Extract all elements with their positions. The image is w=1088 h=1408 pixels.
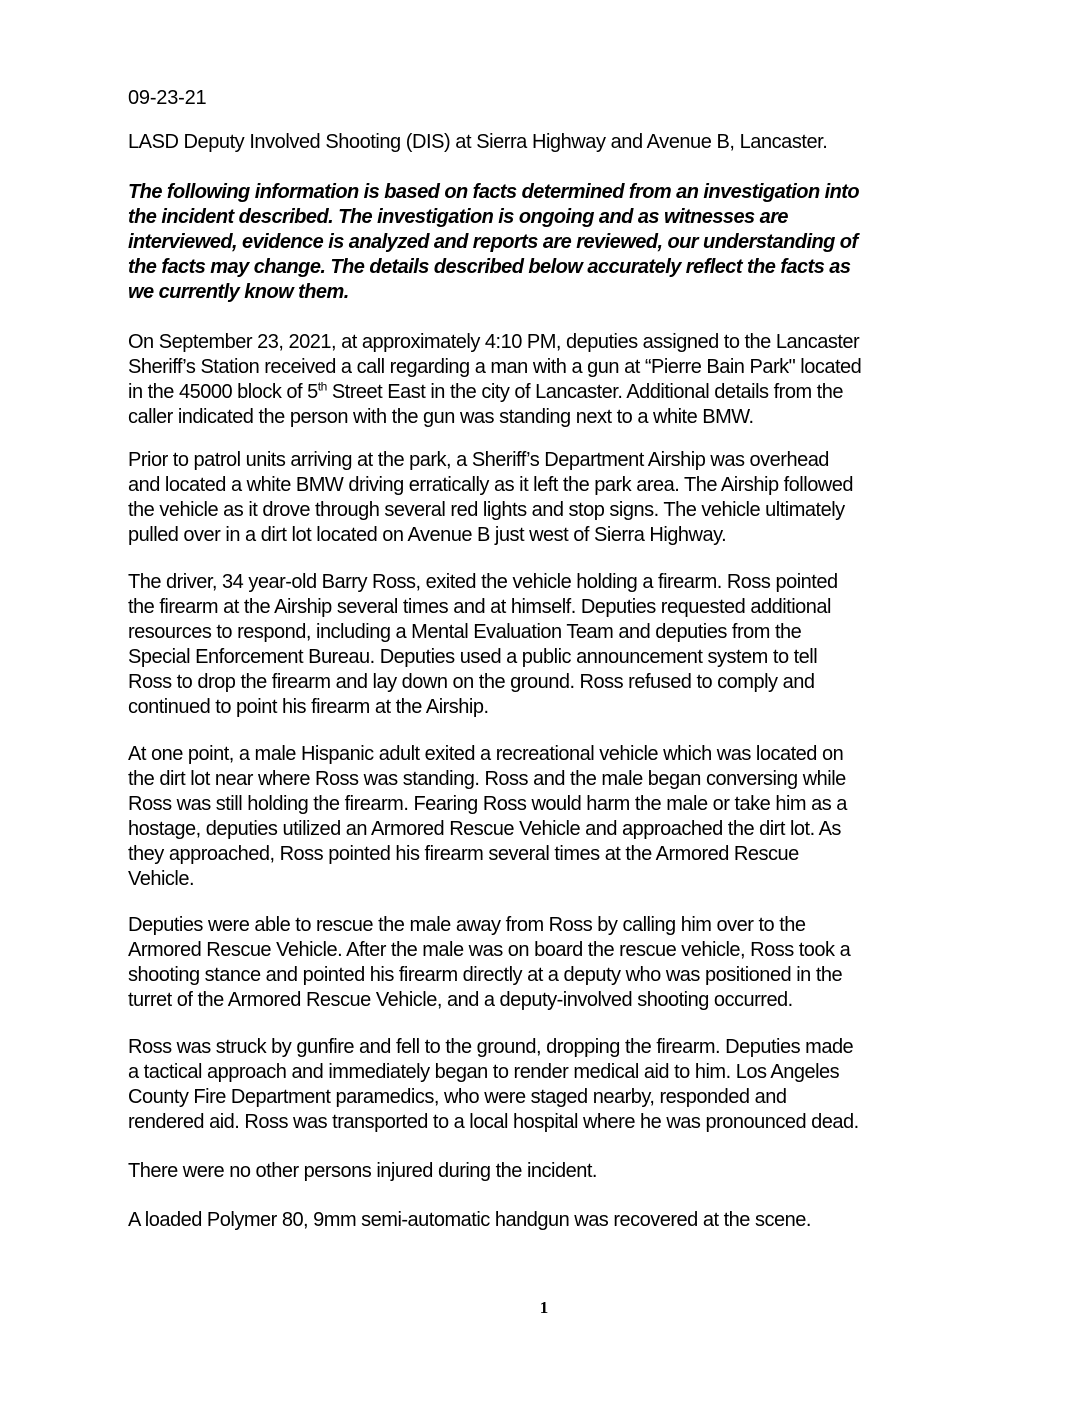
paragraph-rescue-and-shooting	[128, 913, 958, 1013]
disclaimer-line: we currently know them.	[128, 281, 349, 303]
paragraph-line: continued to point his firearm at the Airship.	[128, 696, 489, 718]
paragraph-line: Special Enforcement Bureau. Deputies used a public announcement system to tell	[128, 646, 818, 668]
document-title: LASD Deputy Involved Shooting (DIS) at Sierra Highway and Avenue B, Lancaster.	[128, 131, 828, 153]
paragraph-line: A loaded Polymer 80, 9mm semi-automatic handgun was recovered at the scene.	[128, 1209, 811, 1231]
paragraph-line: Armored Rescue Vehicle. After the male was on board the rescue vehicle, Ross took a	[128, 939, 851, 961]
line-text: Street East in the city of Lancaster. Additional details from the	[326, 381, 843, 403]
paragraph-line: At one point, a male Hispanic adult exited a recreational vehicle which was located on	[128, 743, 844, 765]
paragraph-line: hostage, deputies utilized an Armored Rescue Vehicle and approached the dirt lot. As	[128, 818, 841, 840]
paragraph-line: Ross was struck by gunfire and fell to the ground, dropping the firearm. Deputies made	[128, 1036, 854, 1058]
disclaimer-line: the incident described. The investigation is ongoing and as witnesses are	[128, 206, 789, 228]
paragraph-line: There were no other persons injured during the incident.	[128, 1160, 597, 1182]
disclaimer-line: the facts may change. The details described below accurately reflect the facts as	[128, 256, 851, 278]
paragraph-airship-pursuit	[128, 448, 958, 548]
disclaimer-notice	[128, 180, 958, 305]
paragraph-line: they approached, Ross pointed his firearm several times at the Armored Rescue	[128, 843, 799, 865]
paragraph-driver-exits	[128, 570, 958, 720]
paragraph-line: rendered aid. Ross was transported to a local hospital where he was pronounced dead.	[128, 1111, 859, 1133]
paragraph-line: turret of the Armored Rescue Vehicle, and a deputy-involved shooting occurred.	[128, 989, 793, 1011]
paragraph-line: On September 23, 2021, at approximately 4:10 PM, deputies assigned to the Lancaster	[128, 331, 860, 353]
paragraph-line: a tactical approach and immediately began to render medical aid to him. Los Angeles	[128, 1061, 840, 1083]
paragraph-medical-aid	[128, 1035, 958, 1135]
paragraph-line: Sheriff’s Station received a call regarding a man with a gun at “Pierre Bain Park" located	[128, 356, 862, 378]
ordinal-superscript: th	[317, 379, 327, 394]
paragraph-initial-call	[128, 330, 958, 430]
paragraph-line: The driver, 34 year-old Barry Ross, exited the vehicle holding a firearm. Ross pointed	[128, 571, 838, 593]
page-number: 1	[539, 1298, 549, 1317]
line-text: in the 45000 block of 5	[128, 381, 318, 403]
paragraph-line: Ross to drop the firearm and lay down on the ground. Ross refused to comply and	[128, 671, 815, 693]
paragraph-line: Deputies were able to rescue the male away from Ross by calling him over to the	[128, 914, 806, 936]
paragraph-firearm-recovered	[128, 1208, 958, 1233]
paragraph-line: caller indicated the person with the gun was standing next to a white BMW.	[128, 406, 754, 428]
paragraph-line: County Fire Department paramedics, who were staged nearby, responded and	[128, 1086, 787, 1108]
paragraph-line: Prior to patrol units arriving at the park, a Sheriff’s Department Airship was overhead	[128, 449, 829, 471]
document-date: 09-23-21	[128, 87, 207, 109]
paragraph-line: the dirt lot near where Ross was standing. Ross and the male began conversing while	[128, 768, 846, 790]
paragraph-line: shooting stance and pointed his firearm directly at a deputy who was positioned in the	[128, 964, 843, 986]
disclaimer-line: interviewed, evidence is analyzed and reports are reviewed, our understanding of	[128, 231, 858, 253]
paragraph-line: Ross was still holding the firearm. Fearing Ross would harm the male or take him as a	[128, 793, 847, 815]
disclaimer-line: The following information is based on facts determined from an investigation into	[128, 181, 860, 203]
paragraph-bystander	[128, 742, 958, 892]
paragraph-line: the firearm at the Airship several times and at himself. Deputies requested additional	[128, 596, 831, 618]
paragraph-line: Vehicle.	[128, 868, 195, 890]
paragraph-line: and located a white BMW driving erratically as it left the park area. The Airship followed	[128, 474, 853, 496]
paragraph-line	[128, 380, 958, 405]
paragraph-line: pulled over in a dirt lot located on Avenue B just west of Sierra Highway.	[128, 524, 727, 546]
paragraph-no-other-injuries	[128, 1159, 958, 1184]
paragraph-line: the vehicle as it drove through several red lights and stop signs. The vehicle ultimately	[128, 499, 845, 521]
paragraph-line: resources to respond, including a Mental Evaluation Team and deputies from the	[128, 621, 802, 643]
